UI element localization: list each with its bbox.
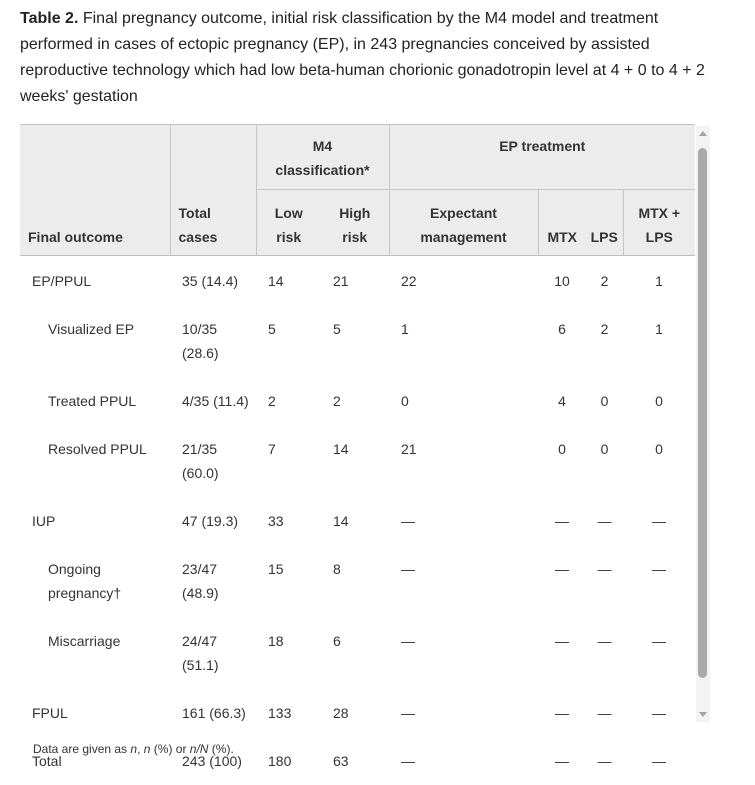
cell-outcome: Treated PPUL [48, 392, 137, 409]
cell-mtx-lps: — [652, 752, 667, 769]
table-caption [20, 6, 720, 110]
table-row [20, 617, 695, 689]
cell-outcome: IUP [32, 512, 56, 529]
footnote-n1: n [130, 742, 138, 756]
header-mtx-lps: MTX + LPS [623, 189, 695, 255]
cell-outcome: Visualized EP [48, 320, 135, 337]
cell-mtx-lps: 0 [655, 440, 663, 457]
table-row [20, 545, 695, 617]
cell-mtx: 4 [558, 392, 566, 409]
cell-total: 47 (19.3) [182, 512, 239, 529]
cell-mtx: 0 [558, 440, 566, 457]
cell-mtx-lps: — [652, 512, 667, 529]
cell-low: 180 [268, 752, 292, 769]
cell-mtx-lps: 0 [655, 392, 663, 409]
header-high-risk: High risk [321, 189, 389, 255]
cell-high: 6 [333, 632, 341, 649]
cell-mtx: — [555, 704, 569, 721]
cell-low: 2 [268, 392, 276, 409]
cell-high: 21 [333, 272, 349, 289]
cell-outcome: Total [32, 752, 62, 769]
header-blank-2 [170, 125, 256, 189]
cell-lps: 2 [600, 320, 609, 337]
cell-high: 28 [333, 704, 349, 721]
cell-outcome: Resolved PPUL [48, 440, 147, 457]
header-low-risk: Low risk [256, 189, 321, 255]
cell-high: 14 [333, 440, 349, 457]
cell-lps: — [597, 704, 612, 721]
cell-expectant: — [401, 560, 415, 577]
cell-mtx: 10 [554, 272, 570, 289]
cell-high: 8 [333, 560, 341, 577]
table-row [20, 689, 695, 737]
header-blank-1 [20, 125, 170, 189]
cell-expectant: 22 [401, 272, 417, 289]
caption-text: Final pregnancy outcome, initial risk classification by the M4 model and treatment performed in cases of ectopic pregnancy (EP), in 243 pregnancies conceived by assisted reproductive technology which had low beta-human chorionic gonadotropin level at 4 + 0 to 4 + 2 weeks' gestation [20, 10, 705, 105]
header-expectant-management: Expectant management [389, 189, 538, 255]
footnote-prefix: Data are given as [33, 742, 131, 756]
cell-expectant: 21 [401, 440, 417, 457]
cell-mtx-lps: — [652, 560, 667, 577]
cell-mtx: 6 [558, 320, 566, 337]
cell-lps: 0 [600, 392, 609, 409]
cell-total: 24/47 (51.1) [182, 632, 219, 673]
cell-high: 5 [333, 320, 341, 337]
cell-mtx-lps: 1 [655, 272, 663, 289]
footnote-n2: n [143, 742, 151, 756]
cell-low: 5 [268, 320, 276, 337]
cell-lps: 0 [600, 440, 609, 457]
cell-low: 15 [268, 560, 284, 577]
cell-high: 63 [333, 752, 349, 769]
table-row [20, 497, 695, 545]
cell-lps: — [597, 512, 612, 529]
cell-high: 14 [333, 512, 349, 529]
cell-outcome: Ongoing pregnancy† [48, 560, 122, 601]
header-mtx: MTX [538, 189, 586, 255]
cell-total: 4/35 (11.4) [182, 392, 249, 409]
vertical-scrollbar[interactable] [696, 126, 710, 722]
cell-mtx: — [555, 512, 569, 529]
cell-total: 243 (100) [182, 752, 242, 769]
cell-high: 2 [333, 392, 341, 409]
cell-expectant: 1 [401, 320, 409, 337]
table-row [20, 377, 695, 425]
header-m4-classification: M4 classification* [256, 125, 389, 189]
cell-mtx-lps: 1 [655, 320, 663, 337]
caption-label: Table 2. [20, 10, 79, 27]
table-row [20, 425, 695, 497]
cell-lps: — [597, 752, 612, 769]
cell-mtx-lps: — [652, 704, 667, 721]
outcome-table [20, 125, 695, 785]
cell-expectant: — [401, 704, 415, 721]
scrollbar-thumb[interactable] [698, 148, 707, 678]
cell-mtx: — [555, 632, 569, 649]
scroll-down-arrow-icon[interactable] [699, 712, 707, 717]
table-row [20, 305, 695, 377]
cell-outcome: EP/PPUL [32, 272, 92, 289]
cell-total: 23/47 (48.9) [182, 560, 219, 601]
cell-outcome: FPUL [32, 704, 68, 721]
table-footnote [33, 742, 234, 756]
footnote-suffix: (%). [208, 742, 234, 756]
cell-outcome: Miscarriage [48, 632, 121, 649]
footnote-sep: , [137, 742, 144, 756]
cell-expectant: — [401, 632, 415, 649]
header-lps: LPS [586, 189, 623, 255]
cell-low: 18 [268, 632, 284, 649]
table-row [20, 255, 695, 305]
cell-total: 10/35 (28.6) [182, 320, 219, 361]
scroll-up-arrow-icon[interactable] [699, 131, 707, 136]
header-total-cases: Total cases [170, 189, 256, 255]
cell-lps: 2 [600, 272, 609, 289]
header-final-outcome: Final outcome [20, 189, 170, 255]
cell-expectant: — [401, 512, 415, 529]
cell-mtx: — [555, 752, 569, 769]
header-ep-treatment: EP treatment [389, 125, 695, 189]
cell-low: 133 [268, 704, 292, 721]
cell-low: 7 [268, 440, 276, 457]
cell-low: 14 [268, 272, 284, 289]
cell-total: 161 (66.3) [182, 704, 246, 721]
cell-low: 33 [268, 512, 284, 529]
cell-mtx-lps: — [652, 632, 667, 649]
cell-expectant: — [401, 752, 415, 769]
cell-lps: — [597, 632, 612, 649]
footnote-mid: (%) or [150, 742, 190, 756]
cell-total: 35 (14.4) [182, 272, 239, 289]
cell-expectant: 0 [401, 392, 409, 409]
cell-total: 21/35 (60.0) [182, 440, 219, 481]
footnote-nN: n/N [189, 742, 209, 756]
cell-lps: — [597, 560, 612, 577]
cell-mtx: — [555, 560, 569, 577]
